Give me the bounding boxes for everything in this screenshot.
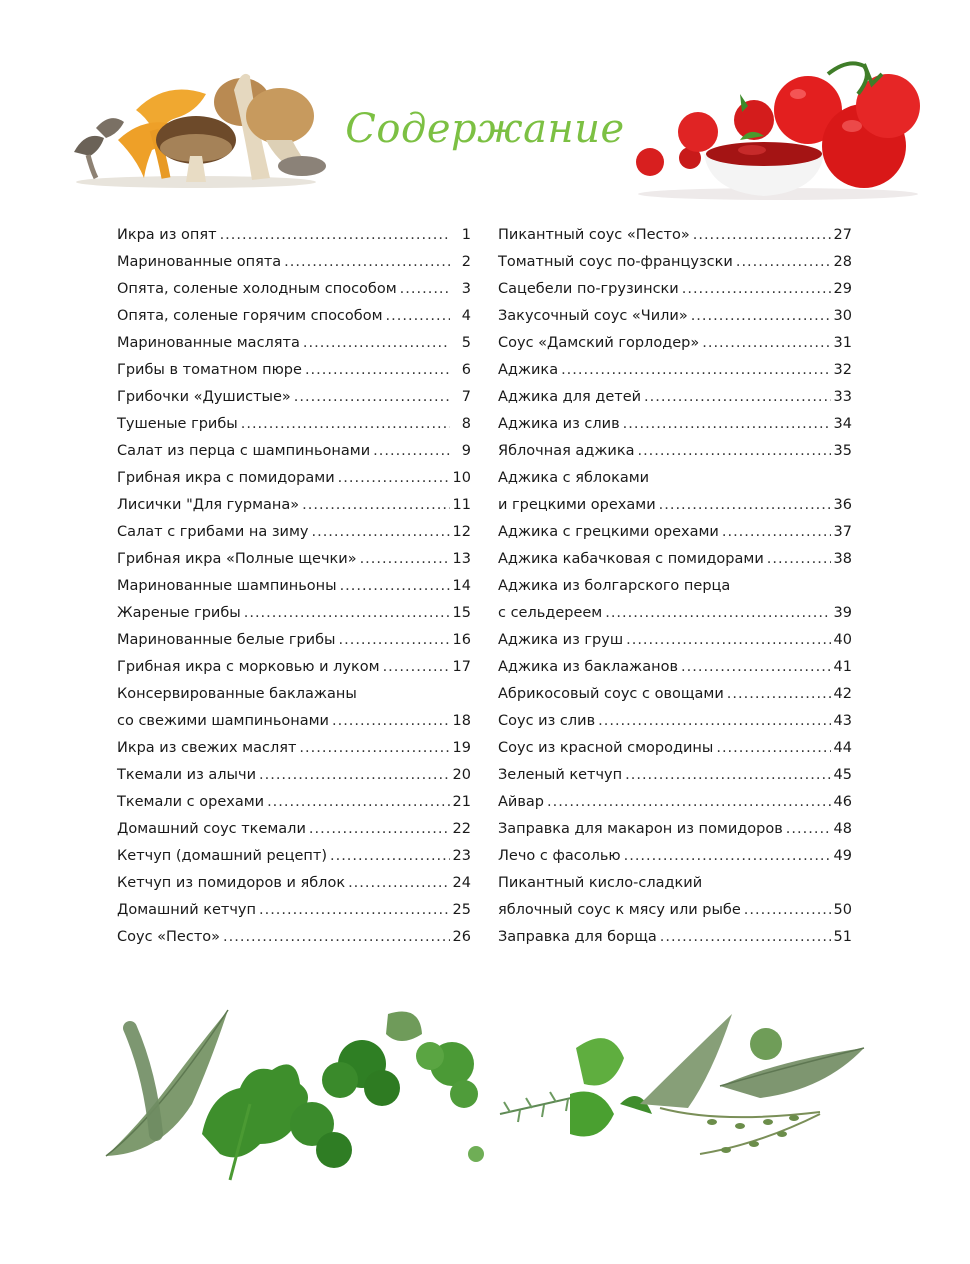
toc-entry-page-number: 24 [452, 875, 471, 891]
toc-entry-label: Кетчуп (домашний рецепт) [117, 848, 327, 864]
dot-leader [311, 519, 449, 546]
toc-entry-page-number: 26 [452, 929, 471, 945]
toc-entry-label: и грецкими орехами [498, 497, 656, 513]
toc-entry-page-number: 38 [833, 551, 852, 567]
dot-leader [722, 519, 831, 546]
toc-entry-page-number: 46 [833, 794, 852, 810]
toc-entry-page-number: 30 [833, 308, 852, 324]
toc-entry-label: Закусочный соус «Чили» [498, 308, 688, 324]
toc-entry [117, 600, 471, 627]
toc-entry-label: Соус «Дамский горлодер» [498, 335, 700, 351]
toc-entry-label: Заправка для борща [498, 929, 657, 945]
toc-entry [498, 843, 852, 870]
toc-entry-page-number: 32 [833, 362, 852, 378]
toc-entry-label: Салат с грибами на зиму [117, 524, 309, 540]
toc-entry [117, 735, 471, 762]
toc-entry [117, 222, 471, 249]
dot-leader [637, 438, 830, 465]
toc-entry-label: Тушеные грибы [117, 416, 238, 432]
toc-entry-page-number: 18 [452, 713, 471, 729]
toc-entry-label-line1: Аджика из болгарского перца [498, 578, 731, 594]
toc-entry [498, 222, 852, 249]
toc-entry [117, 330, 471, 357]
herbs-and-greens-image [100, 1004, 870, 1184]
tomatoes-and-sauce-image [628, 54, 928, 204]
dot-leader [360, 546, 450, 573]
toc-entry [498, 924, 852, 951]
toc-entry-label: Аджика [498, 362, 559, 378]
toc-entry-page-number: 5 [461, 335, 471, 351]
dot-leader [339, 627, 450, 654]
dot-leader [693, 222, 831, 249]
dot-leader [267, 789, 449, 816]
dot-leader [383, 654, 450, 681]
toc-entry [498, 546, 852, 573]
toc-entry-label: Грибная икра «Полные щечки» [117, 551, 357, 567]
toc-entry-label-line1: Консервированные баклажаны [117, 686, 357, 702]
toc-entry-label: Аджика из слив [498, 416, 620, 432]
dot-leader [309, 816, 450, 843]
toc-entry-label: Абрикосовый соус с овощами [498, 686, 724, 702]
dot-leader [767, 546, 831, 573]
toc-entry-page-number: 23 [452, 848, 471, 864]
toc-entry-page-number: 17 [452, 659, 471, 675]
toc-entry-page-number: 39 [833, 605, 852, 621]
toc-entry [498, 303, 852, 330]
toc-entry-page-number: 20 [452, 767, 471, 783]
toc-entry [498, 762, 852, 789]
toc-entry-page-number: 22 [452, 821, 471, 837]
dot-leader [786, 816, 831, 843]
dot-leader [682, 276, 831, 303]
toc-entry-label: Домашний кетчуп [117, 902, 256, 918]
toc-entry [117, 681, 471, 735]
toc-entry-label: Аджика для детей [498, 389, 642, 405]
toc-entry [498, 870, 852, 924]
toc-entry-label: Пикантный соус «Песто» [498, 227, 690, 243]
toc-entry-page-number: 31 [833, 335, 852, 351]
toc-entry [117, 573, 471, 600]
dot-leader [644, 384, 831, 411]
toc-entry [117, 303, 471, 330]
toc-entry-label: Опята, соленые горячим способом [117, 308, 383, 324]
dot-leader [547, 789, 831, 816]
toc-entry-page-number: 7 [461, 389, 471, 405]
toc-entry-page-number: 43 [833, 713, 852, 729]
toc-entry-page-number: 49 [833, 848, 852, 864]
page-title: Содержание [345, 106, 625, 152]
toc-entry-page-number: 41 [833, 659, 852, 675]
toc-entry [117, 438, 471, 465]
toc-entry [498, 519, 852, 546]
toc-entry [498, 357, 852, 384]
toc-entry-page-number: 15 [452, 605, 471, 621]
toc-entry-page-number: 50 [833, 902, 852, 918]
toc-entry-page-number: 33 [833, 389, 852, 405]
toc-entry-label: Ткемали из алычи [117, 767, 256, 783]
toc-entry-page-number: 42 [833, 686, 852, 702]
toc-entry-label: Маринованные маслята [117, 335, 300, 351]
toc-entry-label: со свежими шампиньонами [117, 713, 329, 729]
toc-entry-page-number: 11 [452, 497, 471, 513]
toc-entry-label: Аджика с грецкими орехами [498, 524, 719, 540]
toc-entry [498, 384, 852, 411]
toc-entry-label: Соус из красной смородины [498, 740, 714, 756]
dot-leader [302, 492, 449, 519]
dot-leader [332, 708, 450, 735]
toc-entry-label: Грибная икра с помидорами [117, 470, 335, 486]
toc-entry-label: Зеленый кетчуп [498, 767, 623, 783]
dot-leader [330, 843, 450, 870]
toc-entry-label: Яблочная аджика [498, 443, 635, 459]
dot-leader [373, 438, 450, 465]
toc-entry-label: Икра из свежих маслят [117, 740, 297, 756]
toc-entry-page-number: 19 [452, 740, 471, 756]
dot-leader [659, 492, 831, 519]
dot-leader [727, 681, 831, 708]
toc-entry-page-number: 45 [833, 767, 852, 783]
toc-entry [498, 708, 852, 735]
toc-entry-label: Салат из перца с шампиньонами [117, 443, 371, 459]
dot-leader [241, 411, 450, 438]
toc-entry-page-number: 35 [833, 443, 852, 459]
dot-leader [223, 924, 450, 951]
toc-entry-label: Лисички "Для гурмана» [117, 497, 300, 513]
toc-entry-page-number: 4 [461, 308, 471, 324]
dot-leader [561, 357, 830, 384]
toc-entry-label-line1: Аджика с яблоками [498, 470, 650, 486]
toc-entry-label: Маринованные белые грибы [117, 632, 336, 648]
toc-entry [498, 411, 852, 438]
dot-leader [386, 303, 450, 330]
toc-entry-label: Кетчуп из помидоров и яблок [117, 875, 346, 891]
toc-entry [117, 870, 471, 897]
dot-leader [220, 222, 450, 249]
toc-entry-page-number: 13 [452, 551, 471, 567]
toc-entry-label: Сацебели по-грузински [498, 281, 679, 297]
toc-entry-page-number: 2 [461, 254, 471, 270]
dot-leader [299, 735, 449, 762]
toc-entry [117, 924, 471, 951]
toc-entry-page-number: 1 [461, 227, 471, 243]
dot-leader [605, 600, 830, 627]
dot-leader [244, 600, 450, 627]
toc-entry-page-number: 36 [833, 497, 852, 513]
toc-entry [117, 492, 471, 519]
dot-leader [338, 465, 450, 492]
toc-entry-page-number: 10 [452, 470, 471, 486]
toc-entry-page-number: 29 [833, 281, 852, 297]
toc-column-right [498, 222, 852, 951]
dot-leader [736, 249, 831, 276]
dot-leader [716, 735, 830, 762]
dot-leader [626, 627, 830, 654]
toc-entry [498, 573, 852, 627]
toc-column-left [117, 222, 471, 951]
toc-entry-label: Жареные грибы [117, 605, 241, 621]
toc-entry-label: Маринованные опята [117, 254, 282, 270]
toc-entry-page-number: 51 [833, 929, 852, 945]
toc-entry [117, 519, 471, 546]
toc-entry [117, 762, 471, 789]
toc-entry [117, 465, 471, 492]
toc-entry-label: Соус «Песто» [117, 929, 221, 945]
toc-entry-page-number: 34 [833, 416, 852, 432]
toc-entry-label: Икра из опят [117, 227, 217, 243]
dot-leader [691, 303, 831, 330]
toc-entry [117, 384, 471, 411]
toc-entry-page-number: 21 [452, 794, 471, 810]
toc-entry-label: Томатный соус по-французски [498, 254, 733, 270]
dot-leader [348, 870, 449, 897]
toc-entry-label: Айвар [498, 794, 544, 810]
dot-leader [400, 276, 450, 303]
toc-entry [498, 465, 852, 519]
toc-entry-page-number: 14 [452, 578, 471, 594]
toc-entry [498, 249, 852, 276]
dot-leader [702, 330, 830, 357]
toc-entry-label: Аджика кабачковая с помидорами [498, 551, 764, 567]
toc-entry-page-number: 12 [452, 524, 471, 540]
dot-leader [259, 762, 450, 789]
toc-entry [117, 897, 471, 924]
toc-entry-label: Маринованные шампиньоны [117, 578, 337, 594]
dot-leader [681, 654, 831, 681]
toc-entry [117, 357, 471, 384]
dot-leader [598, 708, 830, 735]
toc-entry-label: Лечо с фасолью [498, 848, 621, 864]
dot-leader [625, 762, 830, 789]
toc-entry-page-number: 40 [833, 632, 852, 648]
dot-leader [284, 249, 450, 276]
toc-entry-label: с сельдереем [498, 605, 603, 621]
toc-entry [117, 249, 471, 276]
dot-leader [305, 357, 450, 384]
toc-entry-label: Грибная икра с морковью и луком [117, 659, 380, 675]
dot-leader [259, 897, 450, 924]
toc-entry-label: Аджика из груш [498, 632, 624, 648]
toc-entry [498, 330, 852, 357]
toc-entry-page-number: 37 [833, 524, 852, 540]
toc-entry-page-number: 6 [461, 362, 471, 378]
toc-entry [498, 654, 852, 681]
toc-entry-page-number: 25 [452, 902, 471, 918]
toc-entry-page-number: 9 [461, 443, 471, 459]
toc-entry [117, 627, 471, 654]
toc-entry [117, 654, 471, 681]
toc-entry [117, 276, 471, 303]
toc-entry-label: Грибочки «Душистые» [117, 389, 291, 405]
toc-entry-label: Грибы в томатном пюре [117, 362, 302, 378]
toc-entry-label: Соус из слив [498, 713, 596, 729]
toc-entry-page-number: 3 [461, 281, 471, 297]
dot-leader [623, 411, 831, 438]
toc-entry-label: Аджика из баклажанов [498, 659, 679, 675]
dot-leader [294, 384, 450, 411]
toc-entry-page-number: 27 [833, 227, 852, 243]
toc-entry-label: Ткемали с орехами [117, 794, 265, 810]
toc-entry [498, 627, 852, 654]
toc-entry [498, 438, 852, 465]
dot-leader [624, 843, 831, 870]
toc-entry [498, 789, 852, 816]
toc-entry [498, 735, 852, 762]
toc-entry-page-number: 28 [833, 254, 852, 270]
toc-entry [498, 276, 852, 303]
dot-leader [744, 897, 831, 924]
dot-leader [340, 573, 450, 600]
toc-entry [117, 411, 471, 438]
toc-entry-page-number: 8 [461, 416, 471, 432]
toc-entry [117, 789, 471, 816]
toc-entry [498, 816, 852, 843]
dot-leader [660, 924, 831, 951]
toc-entry-label-line1: Пикантный кисло-сладкий [498, 875, 703, 891]
toc-entry-label: Заправка для макарон из помидоров [498, 821, 783, 837]
toc-entry [117, 546, 471, 573]
dot-leader [303, 330, 450, 357]
toc-entry [117, 816, 471, 843]
toc-entry-label: яблочный соус к мясу или рыбе [498, 902, 741, 918]
toc-entry-page-number: 44 [833, 740, 852, 756]
toc-entry-label: Опята, соленые холодным способом [117, 281, 397, 297]
toc-entry-label: Домашний соус ткемали [117, 821, 306, 837]
toc-entry [117, 843, 471, 870]
toc-entry [498, 681, 852, 708]
toc-entry-page-number: 16 [452, 632, 471, 648]
toc-entry-page-number: 48 [833, 821, 852, 837]
